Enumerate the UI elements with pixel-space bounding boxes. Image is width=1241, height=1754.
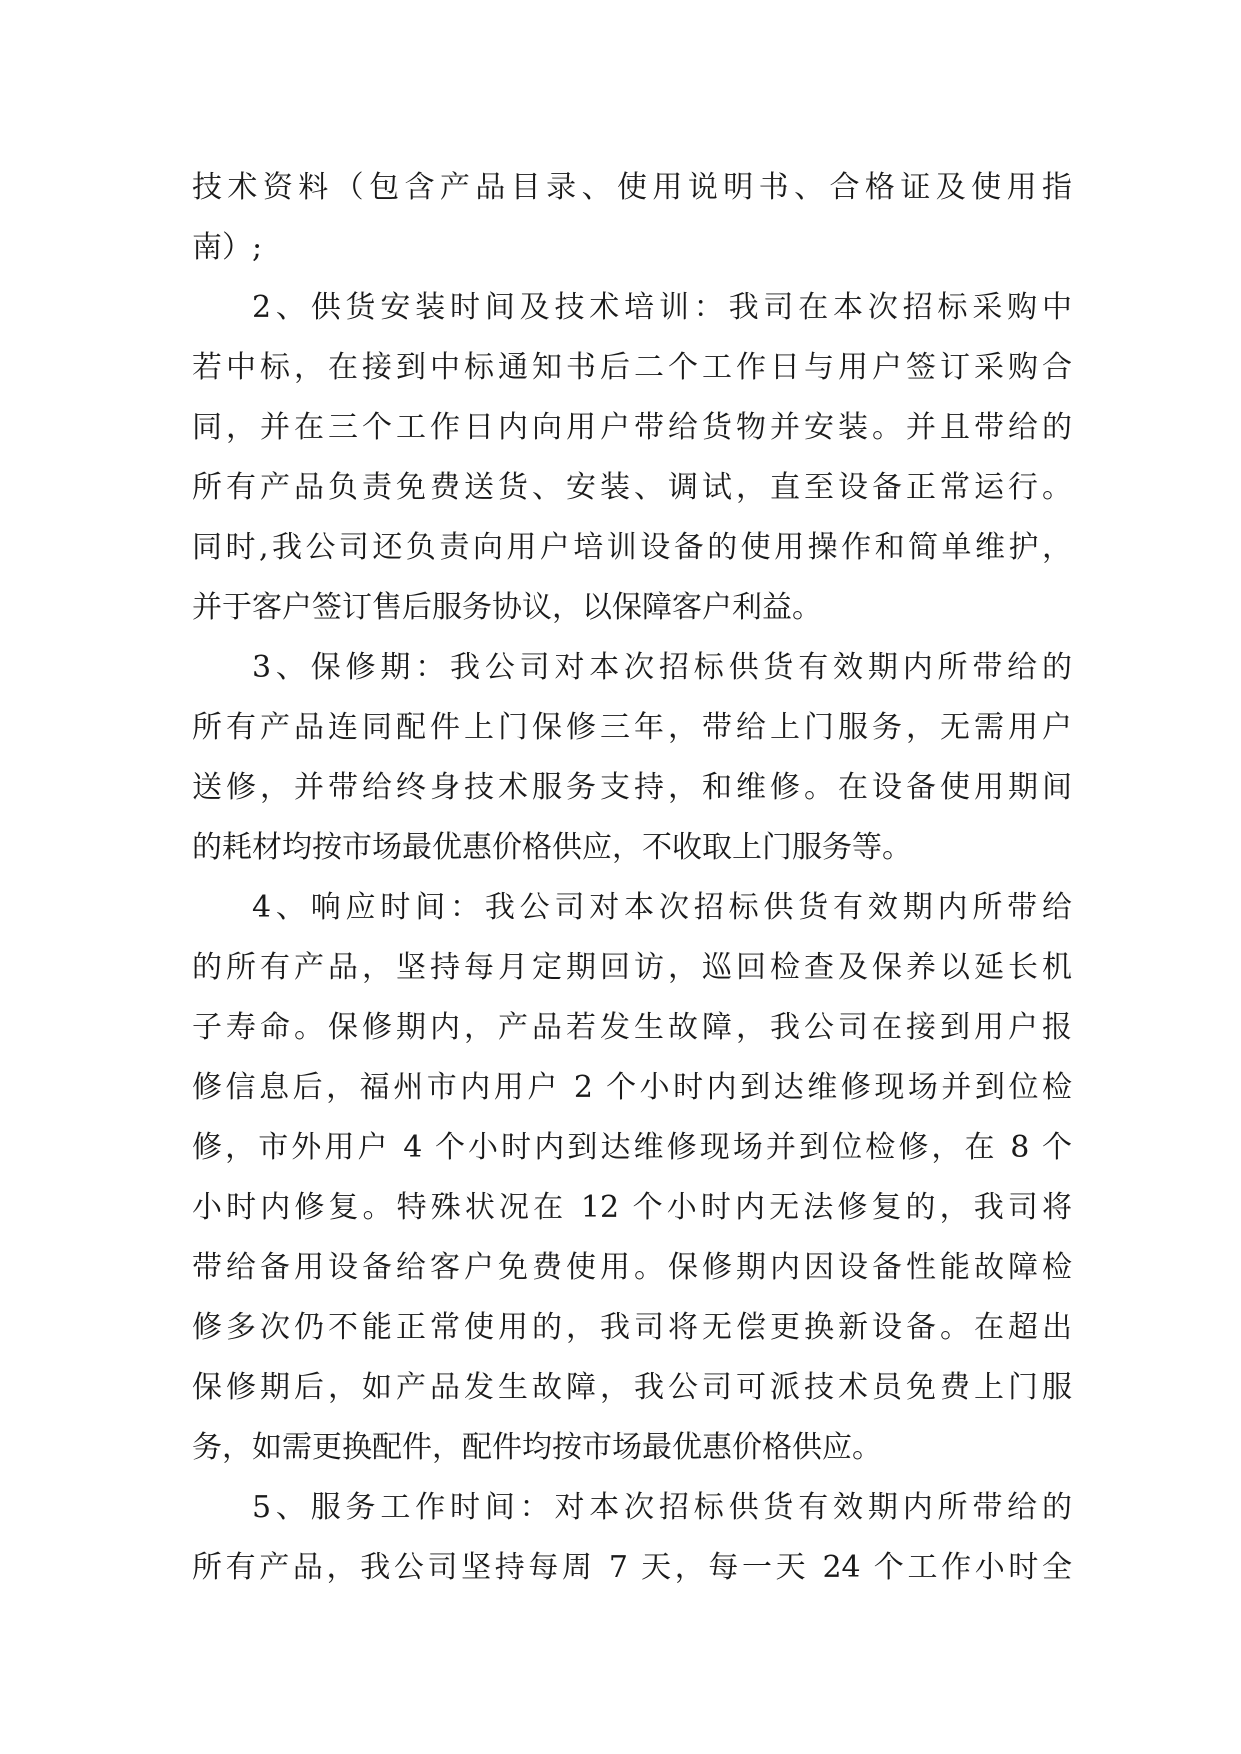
body-text <box>192 158 1072 1598</box>
text-line: 并于客户签订售后服务协议，以保障客户利益。 <box>192 590 822 625</box>
text-line: 送修，并带给终身技术服务支持，和维修。在设备使用期间 <box>192 770 1072 805</box>
text-line: 的所有产品，坚持每月定期回访，巡回检查及保养以延长机 <box>192 950 1072 985</box>
text-line: 同，并在三个工作日内向用户带给货物并安装。并且带给的 <box>192 410 1072 445</box>
text-line: 所有产品，我公司坚持每周 7 天，每一天 24 个工作小时全 <box>192 1550 1072 1585</box>
text-line: 若中标，在接到中标通知书后二个工作日与用户签订采购合 <box>192 350 1072 385</box>
text-line: 所有产品负责免费送货、安装、调试，直至设备正常运行。 <box>192 470 1072 505</box>
text-line: 3、保修期：我公司对本次招标供货有效期内所带给的 <box>252 650 1072 685</box>
text-line: 5、服务工作时间：对本次招标供货有效期内所带给的 <box>252 1490 1072 1525</box>
text-line: 同时,我公司还负责向用户培训设备的使用操作和简单维护， <box>192 530 1072 565</box>
text-line: 小时内修复。特殊状况在 12 个小时内无法修复的，我司将 <box>192 1190 1072 1225</box>
text-line: 南）; <box>192 230 263 265</box>
text-line: 技术资料（包含产品目录、使用说明书、合格证及使用指 <box>192 170 1072 205</box>
text-line: 务，如需更换配件，配件均按市场最优惠价格供应。 <box>192 1430 882 1465</box>
text-line: 保修期后，如产品发生故障，我公司可派技术员免费上门服 <box>192 1370 1072 1405</box>
text-line: 所有产品连同配件上门保修三年，带给上门服务，无需用户 <box>192 710 1072 745</box>
text-line: 带给备用设备给客户免费使用。保修期内因设备性能故障检 <box>192 1250 1072 1285</box>
text-line: 2、供货安装时间及技术培训：我司在本次招标采购中 <box>252 290 1072 325</box>
text-line: 修信息后，福州市内用户 2 个小时内到达维修现场并到位检 <box>192 1070 1072 1105</box>
text-line: 的耗材均按市场最优惠价格供应，不收取上门服务等。 <box>192 830 912 865</box>
text-line: 子寿命。保修期内，产品若发生故障，我公司在接到用户报 <box>192 1010 1072 1045</box>
text-line: 4、响应时间：我公司对本次招标供货有效期内所带给 <box>252 890 1072 925</box>
text-line: 修，市外用户 4 个小时内到达维修现场并到位检修，在 8 个 <box>192 1130 1072 1165</box>
text-line: 修多次仍不能正常使用的，我司将无偿更换新设备。在超出 <box>192 1310 1072 1345</box>
